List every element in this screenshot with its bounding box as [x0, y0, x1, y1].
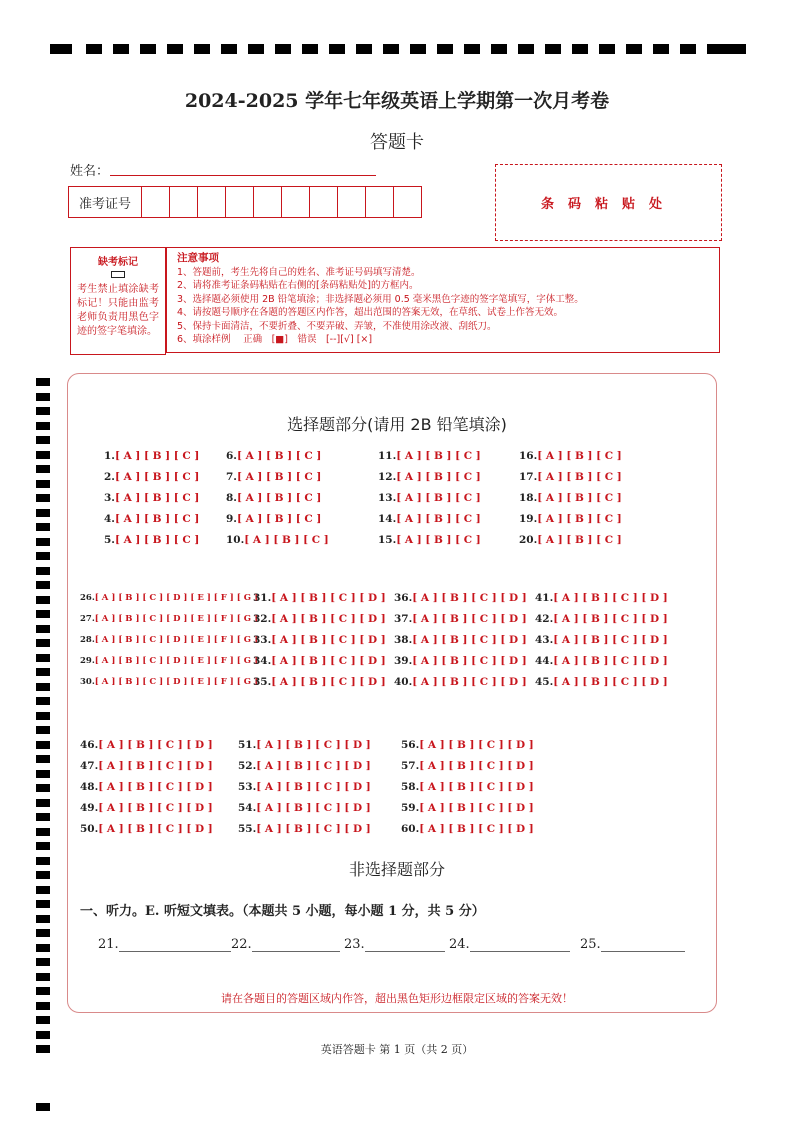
- question-number: 12.: [378, 471, 397, 483]
- choice-item[interactable]: [535, 676, 668, 688]
- notes-item: 3、选择题必须使用 2B 铅笔填涂；非选择题必须用 0.5 毫米黑色字迹的签字笔填写，字体工整。: [177, 293, 584, 305]
- question-number: 60.: [401, 823, 420, 835]
- question-number: 31.: [253, 592, 272, 604]
- timing-mark: [36, 973, 50, 981]
- timing-mark: [113, 44, 129, 54]
- answer-options[interactable]: [ A ] [ B ] [ C ]: [244, 534, 329, 546]
- answer-options[interactable]: [ A ] [ B ] [ C ] [ D ]: [256, 760, 371, 772]
- answer-options[interactable]: [ A ] [ B ] [ C ]: [114, 471, 200, 483]
- exam-id-cell[interactable]: [254, 187, 282, 217]
- timing-mark: [36, 712, 50, 720]
- answer-options[interactable]: [ A ] [ B ] [ C ] [ D ]: [419, 760, 534, 772]
- choice-item[interactable]: [104, 492, 199, 504]
- choice-item[interactable]: [226, 513, 321, 525]
- answer-options[interactable]: [ A ] [ B ] [ C ] [ D ]: [419, 823, 534, 835]
- blank-24[interactable]: [449, 937, 570, 952]
- barcode-area: 条码粘贴处: [495, 164, 722, 241]
- answer-options[interactable]: [ A ] [ B ] [ C ] [ D ]: [256, 739, 371, 751]
- choice-item[interactable]: [80, 656, 258, 666]
- timing-mark: [36, 480, 50, 488]
- question-number: 4.: [104, 513, 115, 525]
- notes-item: 4、请按题号顺序在各题的答题区内作答，超出范围的答案无效，在草纸、试卷上作答无效。: [177, 307, 564, 318]
- timing-mark: [707, 44, 723, 54]
- exam-id-cell[interactable]: [310, 187, 338, 217]
- question-number: 18.: [519, 492, 538, 504]
- exam-id-cell[interactable]: [142, 187, 170, 217]
- choice-item[interactable]: [394, 655, 527, 667]
- blank-number: 25.: [580, 937, 601, 952]
- timing-mark: [36, 842, 50, 850]
- question-number: 50.: [80, 823, 99, 835]
- choice-item[interactable]: [104, 471, 199, 483]
- timing-mark: [626, 44, 642, 54]
- answer-options[interactable]: [ A ] [ B ] [ C ] [ D ]: [98, 802, 213, 814]
- left-timing-marks: [36, 378, 52, 1118]
- timing-mark: [36, 944, 50, 952]
- notes-box: [166, 247, 720, 353]
- question-number: 2.: [104, 471, 115, 483]
- choice-item[interactable]: [378, 534, 481, 546]
- question-number: 7.: [226, 471, 237, 483]
- answer-options[interactable]: [ A ] [ B ] [ C ]: [537, 471, 622, 483]
- timing-mark: [36, 668, 50, 676]
- blank-number: 24.: [449, 937, 470, 952]
- choice-item[interactable]: [253, 592, 386, 604]
- timing-mark: [36, 596, 50, 604]
- question-number: 56.: [401, 739, 420, 751]
- choice-item[interactable]: [401, 739, 534, 751]
- choice-item[interactable]: [378, 450, 481, 462]
- blank-number: 23.: [344, 937, 365, 952]
- answer-options[interactable]: [ A ] [ B ] [ C ] [ D ]: [271, 676, 386, 688]
- notes-heading: 注意事项: [177, 252, 219, 264]
- choice-item[interactable]: [80, 614, 258, 624]
- notes-item: 1、答题前，考生先将自己的姓名、准考证号码填写清楚。: [177, 266, 421, 278]
- notes-item: 2、请将准考证条码粘贴在右侧的[条码粘贴处]的方框内。: [177, 280, 419, 291]
- question-number: 28.: [80, 635, 95, 645]
- choice-item[interactable]: [401, 802, 534, 814]
- choice-item[interactable]: [238, 823, 371, 835]
- timing-mark: [680, 44, 696, 54]
- answer-options[interactable]: [ A ] [ B ] [ C ] [ D ]: [412, 655, 527, 667]
- choice-item[interactable]: [401, 823, 534, 835]
- answer-options[interactable]: [ A ] [ B ] [ C ] [ D ]: [419, 781, 534, 793]
- exam-id-box: [68, 186, 422, 218]
- answer-options[interactable]: [ A ] [ B ] [ C ] [ D ]: [553, 592, 668, 604]
- timing-mark: [36, 581, 50, 589]
- question-number: 47.: [80, 760, 99, 772]
- answer-options[interactable]: [ A ] [ B ] [ C ]: [114, 450, 200, 462]
- blank-line[interactable]: [470, 937, 570, 952]
- blank-line[interactable]: [252, 937, 340, 952]
- exam-id-cell[interactable]: [226, 187, 254, 217]
- answer-options[interactable]: [ A ] [ B ] [ C ]: [236, 471, 322, 483]
- question-number: 46.: [80, 739, 99, 751]
- timing-mark: [36, 509, 50, 517]
- blank-21[interactable]: [98, 937, 231, 952]
- answer-options[interactable]: [ A ] [ B ] [ C ]: [396, 450, 481, 462]
- question-number: 38.: [394, 634, 413, 646]
- answer-options[interactable]: [ A ] [ B ] [ C ] [ D ]: [412, 634, 527, 646]
- answer-options[interactable]: [ A ] [ B ] [ C ]: [114, 492, 200, 504]
- answer-options[interactable]: [ A ] [ B ] [ C ] [ D ]: [271, 655, 386, 667]
- timing-mark: [167, 44, 183, 54]
- question-number: 37.: [394, 613, 413, 625]
- timing-mark: [329, 44, 345, 54]
- question-number: 9.: [226, 513, 237, 525]
- choice-item[interactable]: [253, 634, 386, 646]
- answer-options[interactable]: [ A ] [ B ] [ C ] [ D ]: [271, 592, 386, 604]
- answer-options[interactable]: [ A ] [ B ] [ C ] [ D ] [ E ] [ F ] [ G ]: [94, 677, 258, 687]
- answer-options[interactable]: [ A ] [ B ] [ C ]: [396, 492, 481, 504]
- choice-item[interactable]: [394, 676, 527, 688]
- timing-mark: [36, 958, 50, 966]
- timing-mark: [36, 494, 50, 502]
- question-number: 19.: [519, 513, 538, 525]
- timing-mark: [36, 654, 50, 662]
- answer-options[interactable]: [ A ] [ B ] [ C ]: [114, 534, 200, 546]
- choice-item[interactable]: [394, 613, 527, 625]
- timing-mark: [194, 44, 210, 54]
- question-number: 3.: [104, 492, 115, 504]
- timing-mark: [36, 828, 50, 836]
- choice-item[interactable]: [238, 739, 371, 751]
- choice-item[interactable]: [394, 634, 527, 646]
- name-field[interactable]: [110, 175, 376, 176]
- answer-options[interactable]: [ A ] [ B ] [ C ]: [114, 513, 200, 525]
- choice-item[interactable]: [519, 534, 622, 546]
- answer-options[interactable]: [ A ] [ B ] [ C ] [ D ]: [256, 781, 371, 793]
- timing-mark: [518, 44, 534, 54]
- question-number: 41.: [535, 592, 554, 604]
- blank-number: 21.: [98, 937, 119, 952]
- answer-options[interactable]: [ A ] [ B ] [ C ] [ D ]: [98, 760, 213, 772]
- choice-item[interactable]: [226, 450, 321, 462]
- answer-options[interactable]: [ A ] [ B ] [ C ] [ D ] [ E ] [ F ] [ G ]: [94, 656, 258, 666]
- timing-mark: [36, 929, 50, 937]
- question-number: 36.: [394, 592, 413, 604]
- timing-mark: [36, 378, 50, 386]
- exam-id-label: 准考证号: [69, 187, 142, 217]
- question-number: 14.: [378, 513, 397, 525]
- page-subtitle: 答题卡: [370, 132, 424, 153]
- timing-mark: [275, 44, 291, 54]
- question-number: 13.: [378, 492, 397, 504]
- choice-item[interactable]: [226, 534, 329, 546]
- choice-item[interactable]: [519, 513, 622, 525]
- answer-options[interactable]: [ A ] [ B ] [ C ]: [537, 492, 622, 504]
- question-number: 5.: [104, 534, 115, 546]
- blank-number: 22.: [231, 937, 252, 952]
- timing-mark: [653, 44, 669, 54]
- question-number: 33.: [253, 634, 272, 646]
- answer-options[interactable]: [ A ] [ B ] [ C ]: [236, 513, 322, 525]
- question-number: 26.: [80, 593, 95, 603]
- answer-warning: 请在各题目的答题区域内作答，超出黑色矩形边框限定区域的答案无效！: [221, 992, 573, 1005]
- answer-options[interactable]: [ A ] [ B ] [ C ]: [236, 492, 322, 504]
- timing-mark: [36, 726, 50, 734]
- timing-mark: [36, 1031, 50, 1039]
- timing-mark: [36, 697, 50, 705]
- timing-mark: [36, 552, 50, 560]
- blank-line[interactable]: [365, 937, 445, 952]
- answer-options[interactable]: [ A ] [ B ] [ C ] [ D ]: [419, 802, 534, 814]
- answer-options[interactable]: [ A ] [ B ] [ C ] [ D ]: [412, 592, 527, 604]
- timing-mark: [36, 770, 50, 778]
- answer-options[interactable]: [ A ] [ B ] [ C ] [ D ]: [553, 676, 668, 688]
- question-number: 6.: [226, 450, 237, 462]
- choice-item[interactable]: [535, 634, 668, 646]
- exam-id-cell[interactable]: [198, 187, 226, 217]
- timing-mark: [36, 523, 50, 531]
- question-number: 40.: [394, 676, 413, 688]
- timing-mark: [50, 44, 72, 54]
- question-number: 48.: [80, 781, 99, 793]
- answer-options[interactable]: [ A ] [ B ] [ C ]: [396, 513, 481, 525]
- exam-id-cell[interactable]: [338, 187, 366, 217]
- choice-item[interactable]: [535, 613, 668, 625]
- question-number: 44.: [535, 655, 554, 667]
- answer-options[interactable]: [ A ] [ B ] [ C ] [ D ]: [98, 823, 213, 835]
- question-number: 11.: [378, 450, 397, 462]
- top-timing-marks: [50, 44, 746, 56]
- timing-mark: [248, 44, 264, 54]
- question-number: 16.: [519, 450, 538, 462]
- timing-mark: [36, 1103, 50, 1111]
- answer-options[interactable]: [ A ] [ B ] [ C ]: [236, 450, 322, 462]
- timing-mark: [36, 1016, 50, 1024]
- absent-mark-title: 缺考标记: [98, 257, 138, 268]
- timing-mark: [36, 393, 50, 401]
- question-number: 27.: [80, 614, 95, 624]
- question-number: 42.: [535, 613, 554, 625]
- choice-item[interactable]: [238, 802, 371, 814]
- choice-item[interactable]: [80, 781, 213, 793]
- answer-options[interactable]: [ A ] [ B ] [ C ] [ D ] [ E ] [ F ] [ G ]: [94, 614, 258, 624]
- question-number: 57.: [401, 760, 420, 772]
- timing-mark: [36, 741, 50, 749]
- timing-mark: [36, 610, 50, 618]
- choice-item[interactable]: [519, 450, 622, 462]
- choice-item[interactable]: [519, 492, 622, 504]
- answer-options[interactable]: [ A ] [ B ] [ C ]: [537, 513, 622, 525]
- question-number: 1.: [104, 450, 115, 462]
- timing-mark: [86, 44, 102, 54]
- timing-mark: [410, 44, 426, 54]
- timing-mark: [36, 813, 50, 821]
- answer-options[interactable]: [ A ] [ B ] [ C ] [ D ]: [553, 655, 668, 667]
- absent-mark-desc: 考生禁止填涂缺考标记！只能由监考老师负责用黑色字迹的签字笔填涂。: [77, 284, 159, 337]
- timing-mark: [36, 451, 50, 459]
- question-number: 32.: [253, 613, 272, 625]
- blank-25[interactable]: [580, 937, 685, 952]
- timing-mark: [221, 44, 237, 54]
- timing-mark: [36, 784, 50, 792]
- choice-item[interactable]: [401, 781, 534, 793]
- answer-options[interactable]: [ A ] [ B ] [ C ] [ D ]: [256, 802, 371, 814]
- nonchoice-section-title: 非选择题部分: [348, 860, 445, 879]
- question-number: 55.: [238, 823, 257, 835]
- answer-options[interactable]: [ A ] [ B ] [ C ]: [396, 471, 481, 483]
- name-label: 姓名：: [70, 164, 110, 179]
- notes-item: 5、保持卡面清洁，不要折叠、不要弄破、弄皱，不准使用涂改液、刮纸刀。: [177, 320, 497, 332]
- question-number: 29.: [80, 656, 95, 666]
- timing-mark: [36, 683, 50, 691]
- question-number: 35.: [253, 676, 272, 688]
- choice-item[interactable]: [535, 592, 668, 604]
- choice-item[interactable]: [226, 471, 321, 483]
- blank-22[interactable]: [231, 937, 340, 952]
- question-number: 10.: [226, 534, 245, 546]
- timing-mark: [491, 44, 507, 54]
- question-number: 45.: [535, 676, 554, 688]
- timing-mark: [36, 915, 50, 923]
- answer-options[interactable]: [ A ] [ B ] [ C ] [ D ] [ E ] [ F ] [ G ]: [94, 635, 258, 645]
- question-number: 52.: [238, 760, 257, 772]
- timing-mark: [36, 900, 50, 908]
- choice-item[interactable]: [378, 492, 481, 504]
- answer-options[interactable]: [ A ] [ B ] [ C ] [ D ]: [419, 739, 534, 751]
- answer-options[interactable]: [ A ] [ B ] [ C ] [ D ] [ E ] [ F ] [ G ]: [94, 593, 258, 603]
- choice-item[interactable]: [104, 450, 199, 462]
- listening-question-title: 一、听力。E. 听短文填表。（本题共 5 小题，每小题 1 分，共 5 分）: [80, 904, 485, 919]
- timing-mark: [36, 625, 50, 633]
- choice-item[interactable]: [80, 802, 213, 814]
- notes-item: 6、填涂样例 正确 [■] 错误 [--][√] [×]: [177, 334, 373, 345]
- choice-item[interactable]: [394, 592, 527, 604]
- exam-id-cell[interactable]: [394, 187, 421, 217]
- answer-options[interactable]: [ A ] [ B ] [ C ]: [537, 534, 622, 546]
- question-number: 34.: [253, 655, 272, 667]
- answer-options[interactable]: [ A ] [ B ] [ C ] [ D ]: [271, 634, 386, 646]
- timing-mark: [722, 44, 746, 54]
- question-number: 54.: [238, 802, 257, 814]
- question-number: 8.: [226, 492, 237, 504]
- question-number: 51.: [238, 739, 257, 751]
- blank-line[interactable]: [119, 937, 231, 952]
- choice-item[interactable]: [80, 593, 258, 603]
- absent-mark-box: [70, 247, 166, 355]
- exam-id-cell[interactable]: [282, 187, 310, 217]
- question-number: 17.: [519, 471, 538, 483]
- timing-mark: [545, 44, 561, 54]
- answer-options[interactable]: [ A ] [ B ] [ C ] [ D ]: [98, 781, 213, 793]
- timing-mark: [599, 44, 615, 54]
- absent-mark-checkbox[interactable]: [111, 271, 125, 278]
- choice-item[interactable]: [253, 676, 386, 688]
- choice-item[interactable]: [401, 760, 534, 772]
- timing-mark: [36, 886, 50, 894]
- choice-item[interactable]: [104, 534, 199, 546]
- timing-mark: [36, 799, 50, 807]
- page-title: 2024-2025 学年七年级英语上学期第一次月考卷: [184, 90, 610, 112]
- question-number: 30.: [80, 677, 95, 687]
- answer-options[interactable]: [ A ] [ B ] [ C ] [ D ]: [412, 676, 527, 688]
- exam-id-cell[interactable]: [170, 187, 198, 217]
- timing-mark: [36, 639, 50, 647]
- timing-mark: [140, 44, 156, 54]
- timing-mark: [36, 567, 50, 575]
- answer-options[interactable]: [ A ] [ B ] [ C ] [ D ]: [553, 634, 668, 646]
- timing-mark: [36, 465, 50, 473]
- answer-options[interactable]: [ A ] [ B ] [ C ] [ D ]: [98, 739, 213, 751]
- timing-mark: [437, 44, 453, 54]
- timing-mark: [356, 44, 372, 54]
- exam-id-cell[interactable]: [366, 187, 394, 217]
- blank-23[interactable]: [344, 937, 445, 952]
- choice-item[interactable]: [378, 513, 481, 525]
- choice-item[interactable]: [378, 471, 481, 483]
- choice-item[interactable]: [519, 471, 622, 483]
- answer-options[interactable]: [ A ] [ B ] [ C ] [ D ]: [412, 613, 527, 625]
- timing-mark: [36, 538, 50, 546]
- choice-section-title: 选择题部分(请用 2B 铅笔填涂): [287, 415, 507, 434]
- answer-options[interactable]: [ A ] [ B ] [ C ] [ D ]: [553, 613, 668, 625]
- choice-item[interactable]: [253, 655, 386, 667]
- choice-item[interactable]: [80, 677, 258, 687]
- choice-item[interactable]: [535, 655, 668, 667]
- timing-mark: [302, 44, 318, 54]
- timing-mark: [572, 44, 588, 54]
- choice-item[interactable]: [80, 635, 258, 645]
- timing-mark: [383, 44, 399, 54]
- timing-mark: [36, 436, 50, 444]
- choice-item[interactable]: [104, 513, 199, 525]
- page-footer: 英语答题卡 第 1 页（共 2 页）: [320, 1043, 474, 1056]
- question-number: 39.: [394, 655, 413, 667]
- answer-options[interactable]: [ A ] [ B ] [ C ] [ D ]: [271, 613, 386, 625]
- choice-item[interactable]: [238, 760, 371, 772]
- timing-mark: [36, 755, 50, 763]
- choice-item[interactable]: [226, 492, 321, 504]
- question-number: 53.: [238, 781, 257, 793]
- question-number: 20.: [519, 534, 538, 546]
- choice-item[interactable]: [253, 613, 386, 625]
- question-number: 43.: [535, 634, 554, 646]
- choice-item[interactable]: [80, 823, 213, 835]
- question-number: 15.: [378, 534, 397, 546]
- timing-mark: [464, 44, 480, 54]
- choice-item[interactable]: [80, 739, 213, 751]
- question-number: 49.: [80, 802, 99, 814]
- answer-options[interactable]: [ A ] [ B ] [ C ] [ D ]: [256, 823, 371, 835]
- answer-options[interactable]: [ A ] [ B ] [ C ]: [396, 534, 481, 546]
- blank-line[interactable]: [601, 937, 685, 952]
- answer-options[interactable]: [ A ] [ B ] [ C ]: [537, 450, 622, 462]
- question-number: 59.: [401, 802, 420, 814]
- choice-item[interactable]: [238, 781, 371, 793]
- question-number: 58.: [401, 781, 420, 793]
- choice-item[interactable]: [80, 760, 213, 772]
